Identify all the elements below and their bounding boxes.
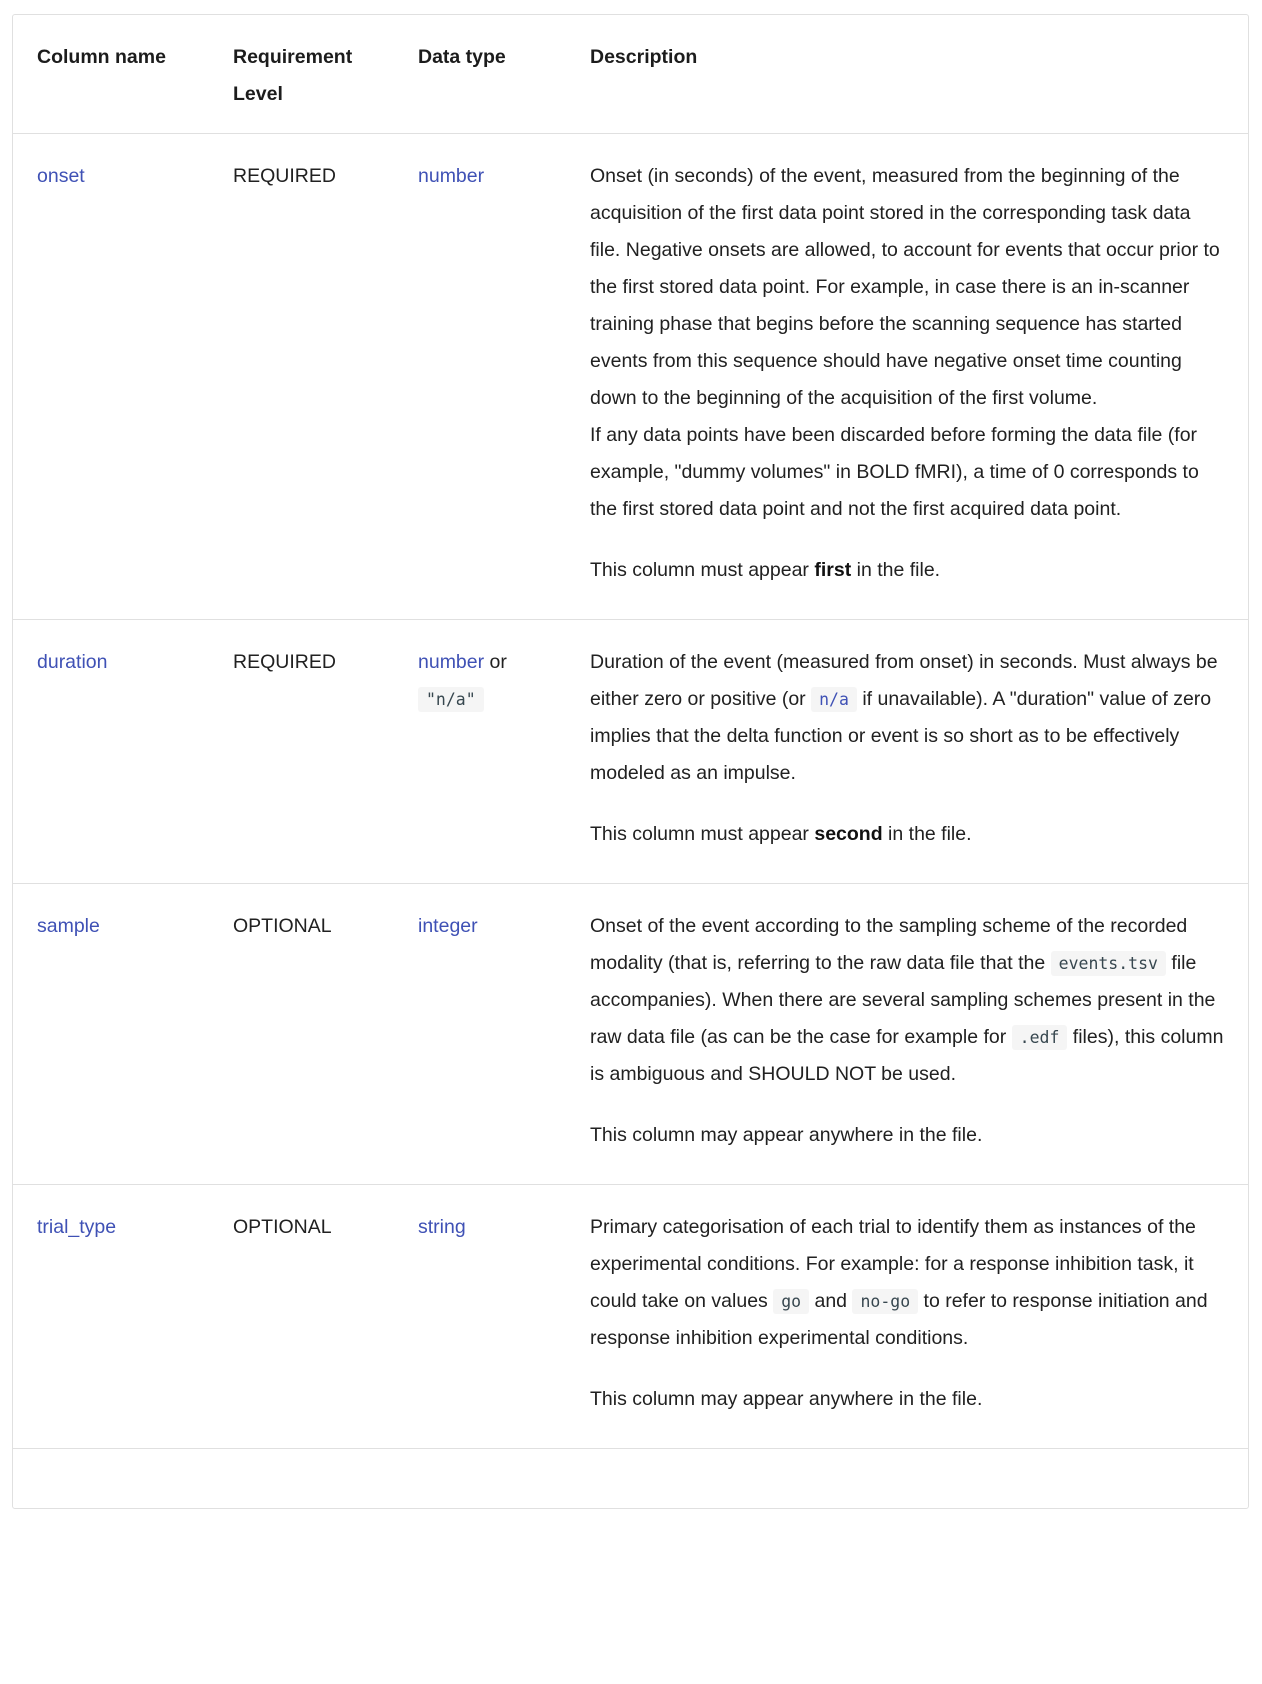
inline-code: go (773, 1289, 809, 1314)
text-segment: in the file. (851, 559, 941, 581)
requirement-level-cell (209, 1184, 394, 1448)
column-name-cell (13, 133, 209, 619)
text-segment: Duration of the event (measured from onset) in seconds. Must always be either zero or positive (or (590, 651, 1218, 710)
table-row (13, 883, 1248, 1184)
header-description: Description (590, 46, 698, 68)
bold-text: second (814, 823, 883, 845)
text-segment: or (484, 651, 507, 673)
data-type-cell (394, 1184, 566, 1448)
description-cell (566, 133, 1248, 619)
text-segment: This column may appear anywhere in the file. (590, 1388, 983, 1410)
description-paragraph (590, 158, 1224, 528)
header-data-type: Data type (418, 46, 506, 68)
data-type-cell (394, 619, 566, 883)
partial-row-cell (13, 1448, 1248, 1508)
description-paragraph (590, 816, 1224, 853)
data-type-link[interactable]: string (418, 1216, 466, 1238)
text-segment: if unavailable). A "duration" value of zero implies that the delta function or event is so short as to be effectively modeled as an impulse. (590, 688, 1212, 784)
table-row (13, 1184, 1248, 1448)
text-segment: file accompanies). When there are several sampling schemes present in the raw data file (as can be the case for example for (590, 952, 1216, 1048)
data-type-link[interactable]: number (418, 651, 485, 673)
text-segment: This column must appear (590, 823, 815, 845)
header-requirement-level: Requirement Level (233, 46, 353, 105)
inline-code: no-go (852, 1289, 918, 1314)
column-name-link[interactable]: duration (37, 651, 108, 673)
inline-code-link[interactable]: n/a (811, 687, 857, 712)
column-name-link[interactable]: onset (37, 165, 85, 187)
description-cell (566, 1184, 1248, 1448)
text-segment: to refer to response initiation and response inhibition experimental conditions. (590, 1290, 1208, 1349)
inline-code: "n/a" (418, 687, 484, 712)
text-segment: and (809, 1290, 853, 1312)
description-paragraph (590, 552, 1224, 589)
table-row (13, 133, 1248, 619)
data-type-link[interactable]: integer (418, 915, 478, 937)
column-name-link[interactable]: trial_type (37, 1216, 117, 1238)
text-segment: files), this column is ambiguous and SHOULD NOT be used. (590, 1026, 1224, 1085)
text-segment: Primary categorisation of each trial to identify them as instances of the experimental conditions. For example: for a response inhibition task, it could take on values (590, 1216, 1196, 1312)
table-row (13, 619, 1248, 883)
columns-spec-table (12, 14, 1249, 1509)
description-paragraph (590, 1209, 1224, 1357)
column-name-cell (13, 1184, 209, 1448)
header-column-name: Column name (37, 46, 166, 68)
requirement-level-cell (209, 133, 394, 619)
column-name-cell (13, 883, 209, 1184)
text-segment: This column may appear anywhere in the file. (590, 1124, 983, 1146)
description-paragraph (590, 908, 1224, 1093)
description-paragraph (590, 644, 1224, 792)
header-row (13, 15, 1248, 133)
text-segment: Onset of the event according to the sampling scheme of the recorded modality (that is, referring to the raw data file that the (590, 915, 1188, 974)
requirement-level: OPTIONAL (233, 915, 332, 937)
bold-text: first (814, 559, 852, 581)
data-type-cell (394, 883, 566, 1184)
column-name-cell (13, 619, 209, 883)
requirement-level: REQUIRED (233, 651, 336, 673)
description-cell (566, 883, 1248, 1184)
requirement-level-cell (209, 619, 394, 883)
requirement-level: OPTIONAL (233, 1216, 332, 1238)
description-paragraph (590, 1117, 1224, 1154)
text-segment: in the file. (882, 823, 972, 845)
requirement-level-cell (209, 883, 394, 1184)
table-header (13, 15, 1248, 133)
table-body (13, 133, 1248, 1508)
data-type-link[interactable]: number (418, 165, 485, 187)
description-paragraph (590, 1381, 1224, 1418)
text-segment: Onset (in seconds) of the event, measured from the beginning of the acquisition of the first data point stored in the corresponding task data file. Negative onsets are allowed, to account for events that occur prior to the first stored data point. For example, in case there is an in-scanner training phase that begins before the scanning sequence has started events from this sequence should have negative onset time counting down to the beginning of the acquisition of the first volume. (590, 165, 1220, 409)
requirement-level: REQUIRED (233, 165, 336, 187)
text-segment: This column must appear (590, 559, 815, 581)
description-cell (566, 619, 1248, 883)
column-name-link[interactable]: sample (37, 915, 100, 937)
inline-code: events.tsv (1051, 951, 1166, 976)
data-type-cell (394, 133, 566, 619)
inline-code: .edf (1012, 1025, 1068, 1050)
text-segment: If any data points have been discarded before forming the data file (for example, "dummy volumes" in BOLD fMRI), a time of 0 corresponds to the first stored data point and not the first acquired data point. (590, 424, 1199, 520)
table-row-partial (13, 1448, 1248, 1508)
